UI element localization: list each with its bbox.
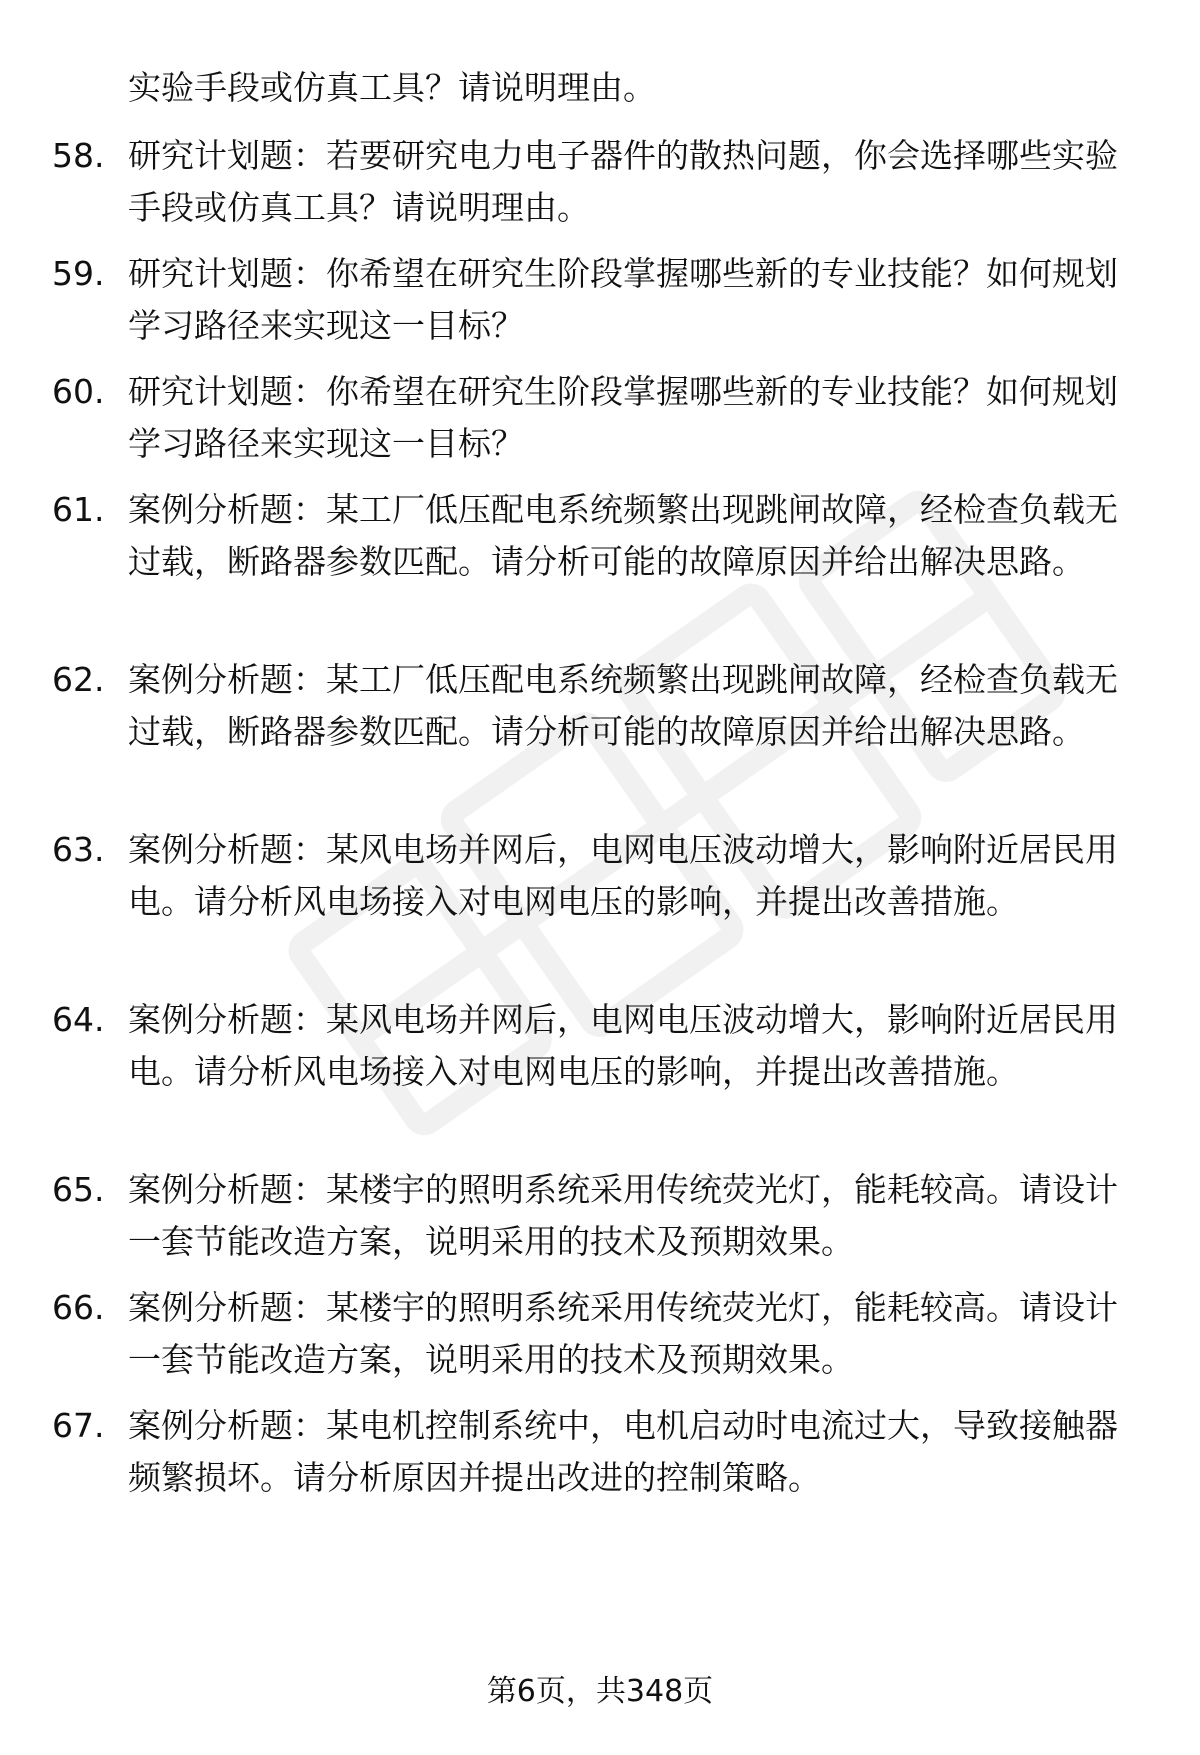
question-text: 案例分析题：某电机控制系统中，电机启动时电流过大，导致接触器频繁损坏。请分析原因并提出改进的控制策略。 [128,1406,1118,1497]
question-text: 案例分析题：某工厂低压配电系统频繁出现跳闸故障，经检查负载无过载，断路器参数匹配。请分析可能的故障原因并给出解决思路。 [128,660,1118,751]
question-text: 案例分析题：某楼宇的照明系统采用传统荧光灯，能耗较高。请设计一套节能改造方案，说明采用的技术及预期效果。 [128,1288,1118,1379]
question-text: 研究计划题：你希望在研究生阶段掌握哪些新的专业技能？如何规划学习路径来实现这一目标？ [128,372,1118,463]
question-number: 65. [52,1170,105,1209]
question-number: 63. [52,830,105,869]
question-number: 60. [52,372,105,411]
question-text: 研究计划题：你希望在研究生阶段掌握哪些新的专业技能？如何规划学习路径来实现这一目标？ [128,254,1118,345]
question-number: 66. [52,1288,105,1327]
question-number: 61. [52,490,105,529]
question-text: 案例分析题：某风电场并网后，电网电压波动增大，影响附近居民用电。请分析风电场接入对电网电压的影响，并提出改善措施。 [128,1000,1118,1091]
question-number: 64. [52,1000,105,1039]
question-continuation-text: 实验手段或仿真工具？请说明理由。 [128,68,656,107]
question-text: 案例分析题：某楼宇的照明系统采用传统荧光灯，能耗较高。请设计一套节能改造方案，说明采用的技术及预期效果。 [128,1170,1118,1261]
question-number: 58. [52,136,105,175]
question-number: 62. [52,660,105,699]
page-footer: 第6页，共348页 [486,1674,714,1709]
question-text: 案例分析题：某风电场并网后，电网电压波动增大，影响附近居民用电。请分析风电场接入对电网电压的影响，并提出改善措施。 [128,830,1118,921]
question-text: 研究计划题：若要研究电力电子器件的散热问题，你会选择哪些实验手段或仿真工具？请说明理由。 [128,136,1118,227]
question-number: 67. [52,1406,105,1445]
question-text: 案例分析题：某工厂低压配电系统频繁出现跳闸故障，经检查负载无过载，断路器参数匹配。请分析可能的故障原因并给出解决思路。 [128,490,1118,581]
question-number: 59. [52,254,105,293]
